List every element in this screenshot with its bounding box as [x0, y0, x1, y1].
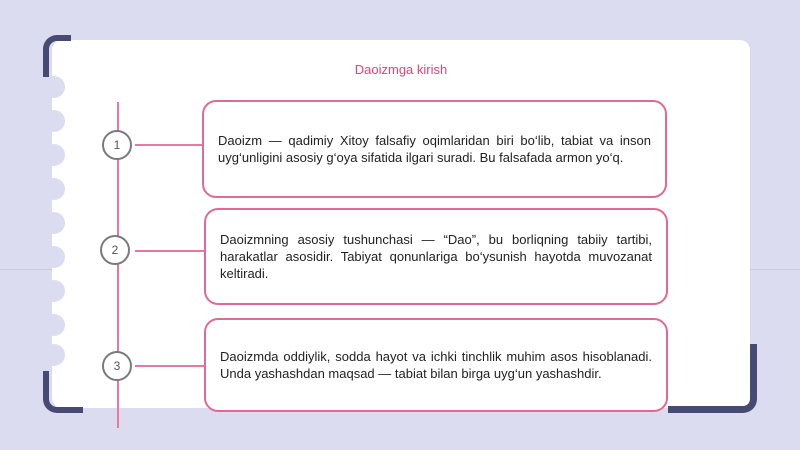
frame-corner-bottom-right [668, 344, 757, 413]
step-text-3: Daoizmda oddiylik, sodda hayot va ichki tinchlik muhim asos hisoblanadi. Unda yashashdan maqsad — tabiat bilan birga uyg‘un yashashdir. [220, 349, 652, 381]
frame-corner-bottom-left [43, 371, 83, 413]
step-connector [135, 144, 203, 146]
step-text-1: Daoizm — qadimiy Xitoy falsafiy oqimlaridan biri bo‘lib, tabiat va inson uyg‘unligini asosiy g‘oya sifatida ilgari suradi. Bu falsafada armon yo‘q. [218, 133, 651, 165]
step-text-2: Daoizmning asosiy tushunchasi — “Dao”, bu borliqning tabiiy tartibi, harakatlar asosidir. Tabiyat qonunlariga bo‘ysunish hayotda muvozanat keltiradi. [220, 232, 652, 281]
notebook-hole [43, 314, 65, 336]
notebook-hole [43, 178, 65, 200]
notebook-hole [43, 280, 65, 302]
step-number-1: 1 [102, 130, 132, 160]
notebook-hole [43, 110, 65, 132]
notebook-hole [43, 344, 65, 366]
notebook-hole [43, 212, 65, 234]
slide-title: Daoizmga kirish [354, 62, 448, 77]
notebook-hole [43, 76, 65, 98]
step-text-box-3 [204, 318, 668, 412]
step-text-box-2 [204, 208, 668, 305]
step-number-3: 3 [102, 351, 132, 381]
notebook-hole [43, 246, 65, 268]
step-number-2: 2 [100, 235, 130, 265]
step-connector [135, 250, 205, 252]
notebook-hole [43, 144, 65, 166]
step-text-box-1 [202, 100, 667, 198]
step-connector [135, 365, 205, 367]
